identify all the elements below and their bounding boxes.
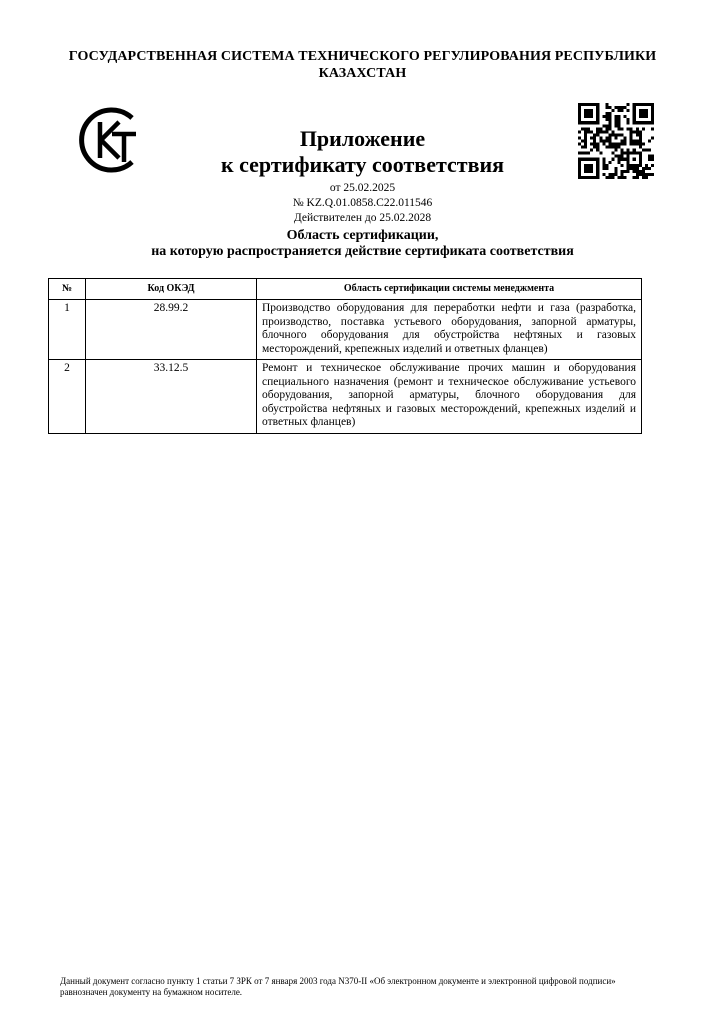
- row-scope: Ремонт и техническое обслуживание прочих машин и оборудования специального назначения (ремонт и техническое обслуживание устьевого оборудования, запорной арматуры, блочного оборудования для обустройства нефтяных и газовых месторождений, крепежных изделий и ответных фланцев): [257, 360, 642, 434]
- annex-subtitle: к сертификату соответствия: [220, 152, 505, 177]
- header-oked-code: Код ОКЭД: [86, 279, 257, 300]
- document-header: [40, 48, 685, 82]
- scope-heading-line-1: Область сертификации,: [286, 228, 439, 243]
- certificate-number: № KZ.Q.01.0858.C22.011546: [292, 197, 433, 209]
- header-scope: Область сертификации системы менеджмента: [257, 279, 642, 300]
- table-row: [49, 300, 642, 360]
- row-oked-code: 33.12.5: [86, 360, 257, 434]
- header-number: №: [49, 279, 86, 300]
- qr-code-icon: [578, 103, 654, 179]
- kz-conformity-mark-icon: [74, 104, 146, 176]
- scope-heading: [40, 228, 685, 260]
- footnote-line-2: равнозначен документу на бумажном носителе.: [60, 987, 243, 997]
- annex-title: Приложение: [299, 126, 426, 151]
- row-number: 1: [49, 300, 86, 360]
- title-block: [150, 126, 575, 226]
- table-row: [49, 360, 642, 434]
- footnote-line-1: Данный документ согласно пункту 1 статьи 7 ЗРК от 7 января 2003 года N370-II «Об электронном документе и электронной цифровой подписи»: [60, 976, 616, 986]
- scope-heading-line-2: на которую распространяется действие сертификата соответствия: [151, 244, 574, 259]
- row-number: 2: [49, 360, 86, 434]
- scope-table: [48, 278, 642, 434]
- header-line-1: ГОСУДАРСТВЕННАЯ СИСТЕМА ТЕХНИЧЕСКОГО РЕГУЛИРОВАНИЯ РЕСПУБЛИКИ: [68, 49, 657, 64]
- legal-footnote: [60, 976, 670, 998]
- row-scope: Производство оборудования для переработки нефти и газа (разработка, производство, поставка устьевого оборудования, запорной арматуры, блочного оборудования для обустройства нефтяных и газовых месторождений, крепежных изделий и ответных фланцев): [257, 300, 642, 360]
- header-line-2: КАЗАХСТАН: [318, 66, 407, 81]
- row-oked-code: 28.99.2: [86, 300, 257, 360]
- table-header-row: [49, 279, 642, 300]
- issue-date: от 25.02.2025: [329, 182, 396, 194]
- validity-date: Действителен до 25.02.2028: [293, 212, 432, 224]
